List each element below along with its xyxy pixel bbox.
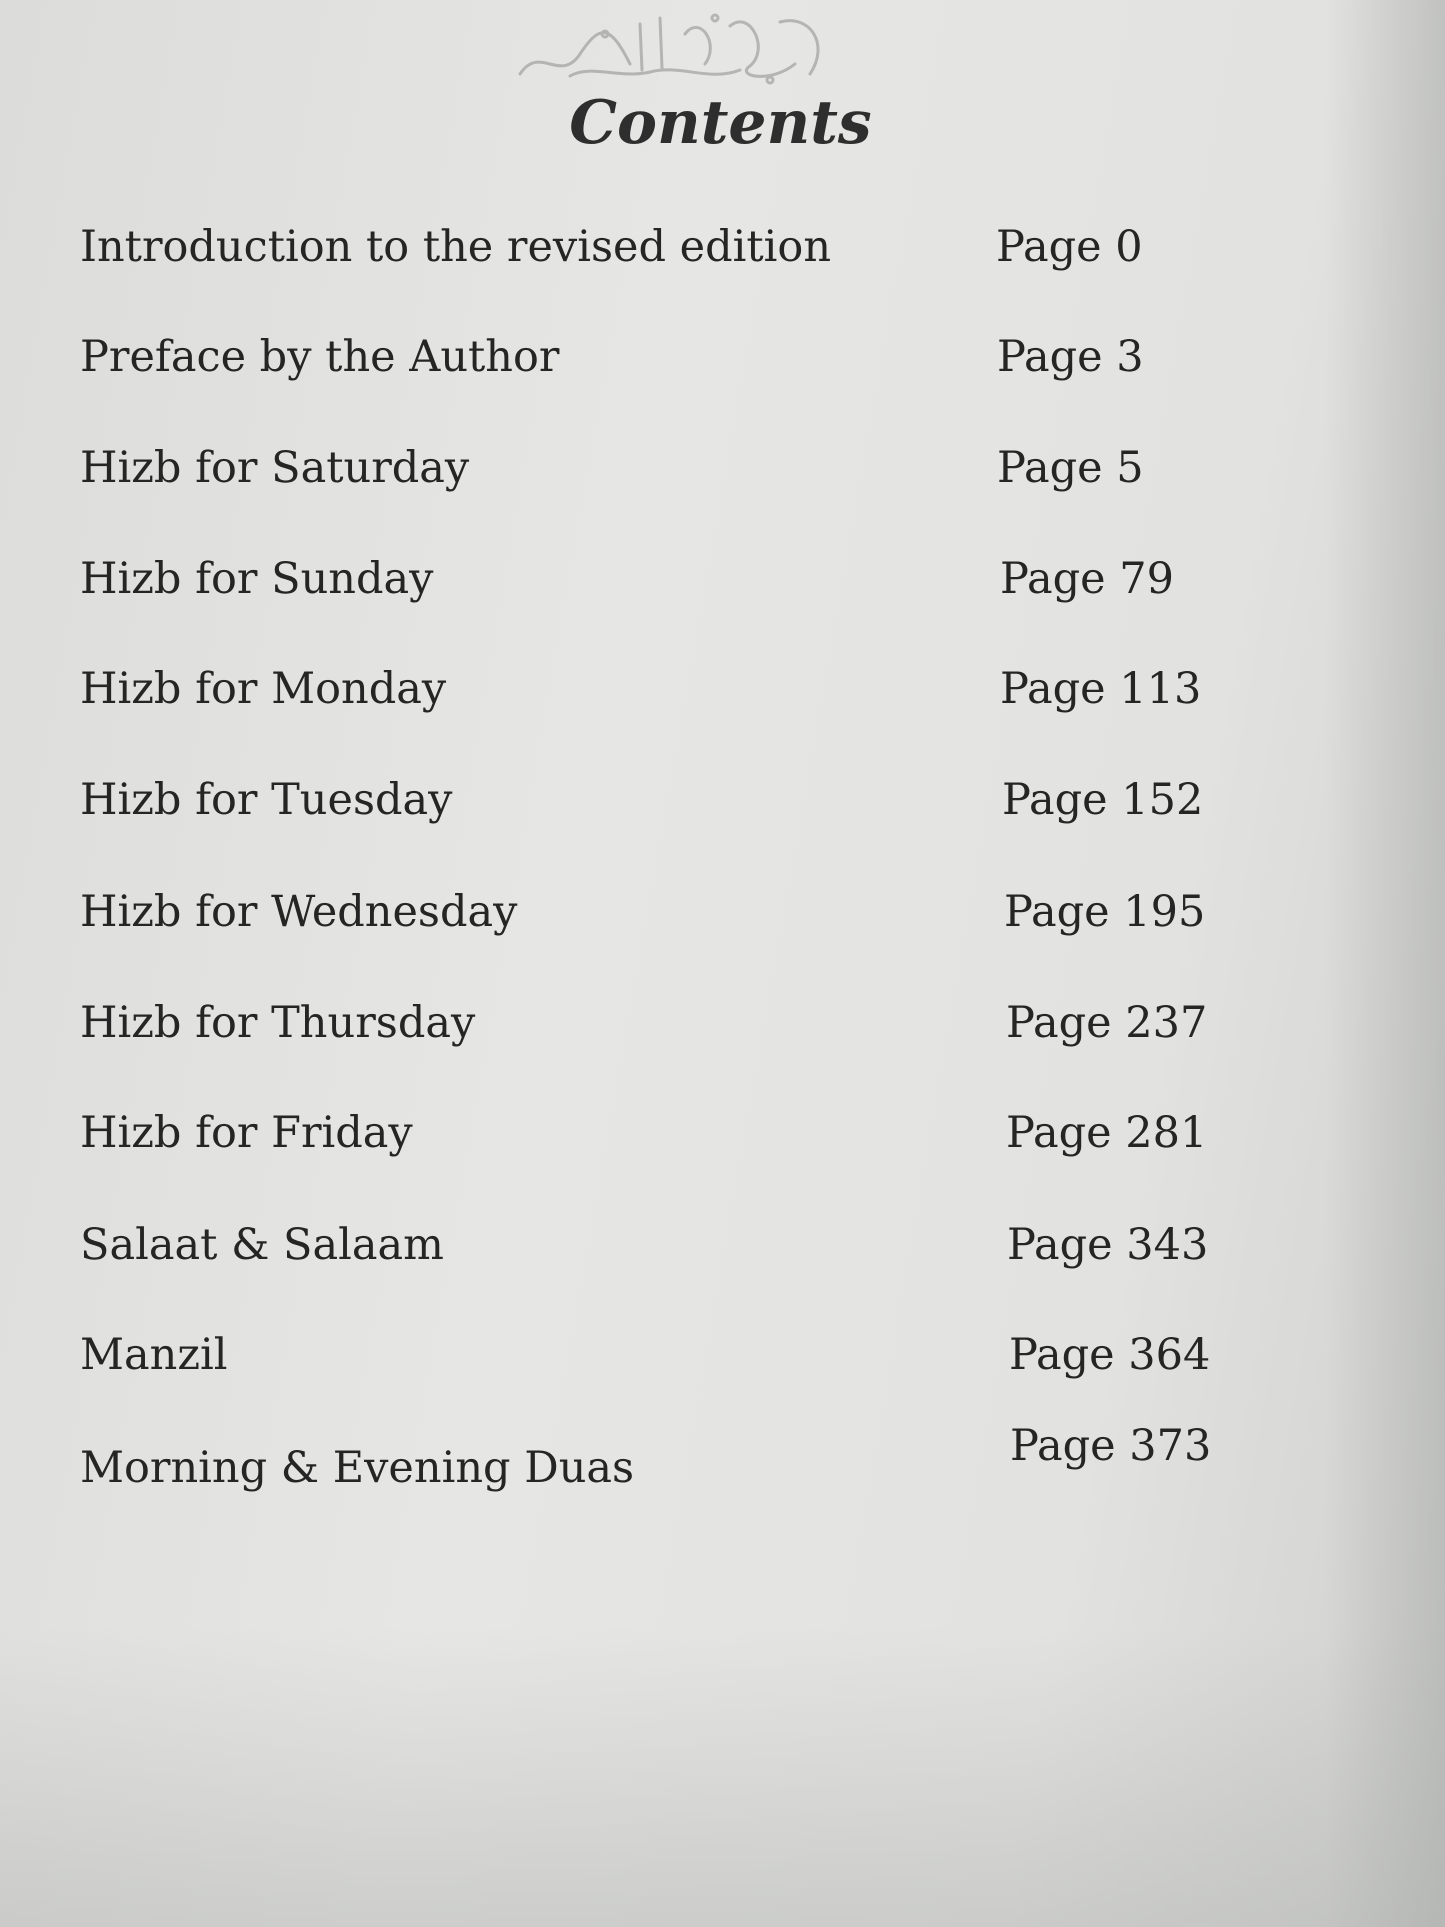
toc-entry	[80, 664, 1230, 724]
toc-entry-page: Page 237	[1006, 998, 1208, 1048]
toc-entry-title: Introduction to the revised edition	[80, 222, 832, 272]
table-of-contents	[80, 0, 1230, 1927]
toc-entry	[80, 1220, 1230, 1280]
toc-entry	[80, 1421, 1230, 1503]
toc-entry-page: Page 281	[1006, 1108, 1208, 1158]
toc-entry-title: Manzil	[80, 1330, 228, 1380]
toc-entry-title: Hizb for Wednesday	[80, 887, 518, 937]
toc-entry-title: Hizb for Tuesday	[80, 775, 453, 825]
toc-entry	[80, 443, 1230, 503]
toc-entry	[80, 554, 1230, 614]
toc-entry-title: Hizb for Thursday	[80, 998, 476, 1048]
toc-entry-title: Hizb for Monday	[80, 664, 447, 714]
toc-entry-title: Hizb for Saturday	[80, 443, 470, 493]
toc-entry-page: Page 373	[1010, 1421, 1212, 1471]
toc-entry-title: Hizb for Friday	[80, 1108, 413, 1158]
toc-entry	[80, 1330, 1230, 1390]
toc-entry-page: Page 113	[1000, 664, 1202, 714]
page-title: Contents	[569, 88, 872, 158]
toc-entry-page: Page 0	[996, 222, 1143, 272]
toc-entry-page: Page 5	[997, 443, 1144, 493]
toc-entry	[80, 775, 1230, 835]
toc-entry-page: Page 343	[1007, 1220, 1209, 1270]
toc-entry	[80, 887, 1230, 947]
toc-entry-title: Hizb for Sunday	[80, 554, 434, 604]
toc-entry	[80, 1108, 1230, 1168]
toc-entry	[80, 998, 1230, 1058]
toc-entry-title: Preface by the Author	[80, 332, 560, 382]
toc-entry-page: Page 152	[1002, 775, 1204, 825]
toc-entry-title: Salaat & Salaam	[80, 1220, 444, 1270]
toc-entry-page: Page 79	[1000, 554, 1174, 604]
toc-entry	[80, 332, 1230, 392]
toc-entry	[80, 222, 1230, 282]
toc-entry-page: Page 3	[997, 332, 1144, 382]
toc-entry-page: Page 195	[1004, 887, 1206, 937]
toc-entry-page: Page 364	[1009, 1330, 1211, 1380]
toc-entry-title: Morning & Evening Duas	[80, 1443, 635, 1493]
